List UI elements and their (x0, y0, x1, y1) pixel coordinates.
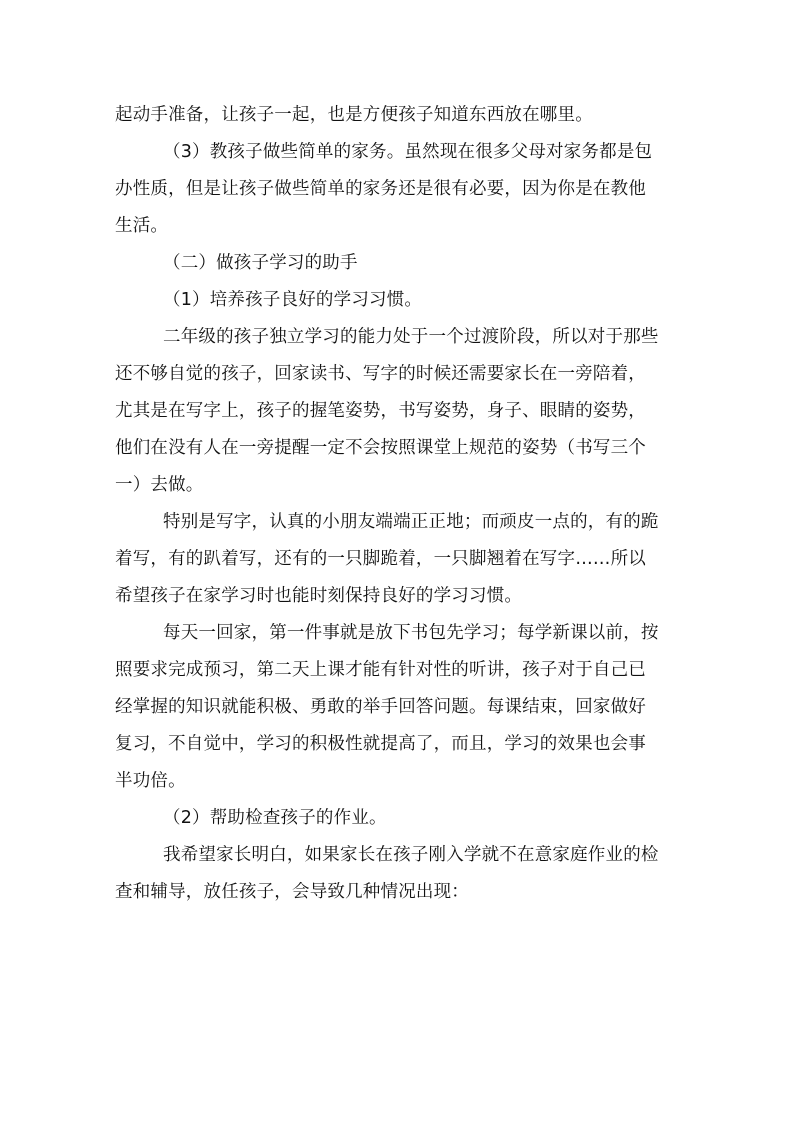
text-line: 照要求完成预习，第二天上课才能有针对性的听讲，孩子对于自己已 (115, 660, 646, 680)
text-line: 着写，有的趴着写，还有的一只脚跪着，一只脚翘着在写字……所以 (115, 549, 646, 569)
subsection-heading: （2）帮助检查孩子的作业。 (163, 808, 387, 828)
text-line: 特别是写字，认真的小朋友端端正正地；而顽皮一点的，有的跪 (163, 512, 659, 532)
text-line: 二年级的孩子独立学习的能力处于一个过渡阶段，所以对于那些 (163, 327, 659, 347)
text-line: 办性质，但是让孩子做些简单的家务还是很有必要，因为你是在教他 (115, 179, 646, 199)
text-line: 一）去做。 (115, 475, 204, 495)
text-line: 起动手准备，让孩子一起，也是方便孩子知道东西放在哪里。 (115, 105, 593, 125)
text-line: 半功倍。 (115, 771, 186, 791)
text-line: 复习，不自觉中，学习的积极性就提高了，而且，学习的效果也会事 (115, 734, 646, 754)
document-body (115, 97, 685, 911)
text-line: 他们在没有人在一旁提醒一定不会按照课堂上规范的姿势（书写三个 (115, 438, 646, 458)
text-line: 查和辅导，放任孩子，会导致几种情况出现： (115, 882, 469, 902)
text-line: 我希望家长明白，如果家长在孩子刚入学就不在意家庭作业的检 (163, 845, 659, 865)
text-line: 尤其是在写字上，孩子的握笔姿势，书写姿势，身子、眼睛的姿势， (115, 401, 646, 421)
text-line: 经掌握的知识就能积极、勇敢的举手回答问题。每课结束，回家做好 (115, 697, 646, 717)
text-line: 希望孩子在家学习时也能时刻保持良好的学习习惯。 (115, 586, 523, 606)
text-line: 生活。 (115, 216, 169, 236)
text-line: 每天一回家，第一件事就是放下书包先学习；每学新课以前，按 (163, 623, 659, 643)
text-line: （3）教孩子做些简单的家务。虽然现在很多父母对家务都是包 (163, 142, 653, 162)
subsection-heading: （1）培养孩子良好的学习习惯。 (163, 290, 423, 310)
text-line: 还不够自觉的孩子，回家读书、写字的时候还需要家长在一旁陪着， (115, 364, 646, 384)
section-heading: （二）做孩子学习的助手 (163, 253, 358, 273)
